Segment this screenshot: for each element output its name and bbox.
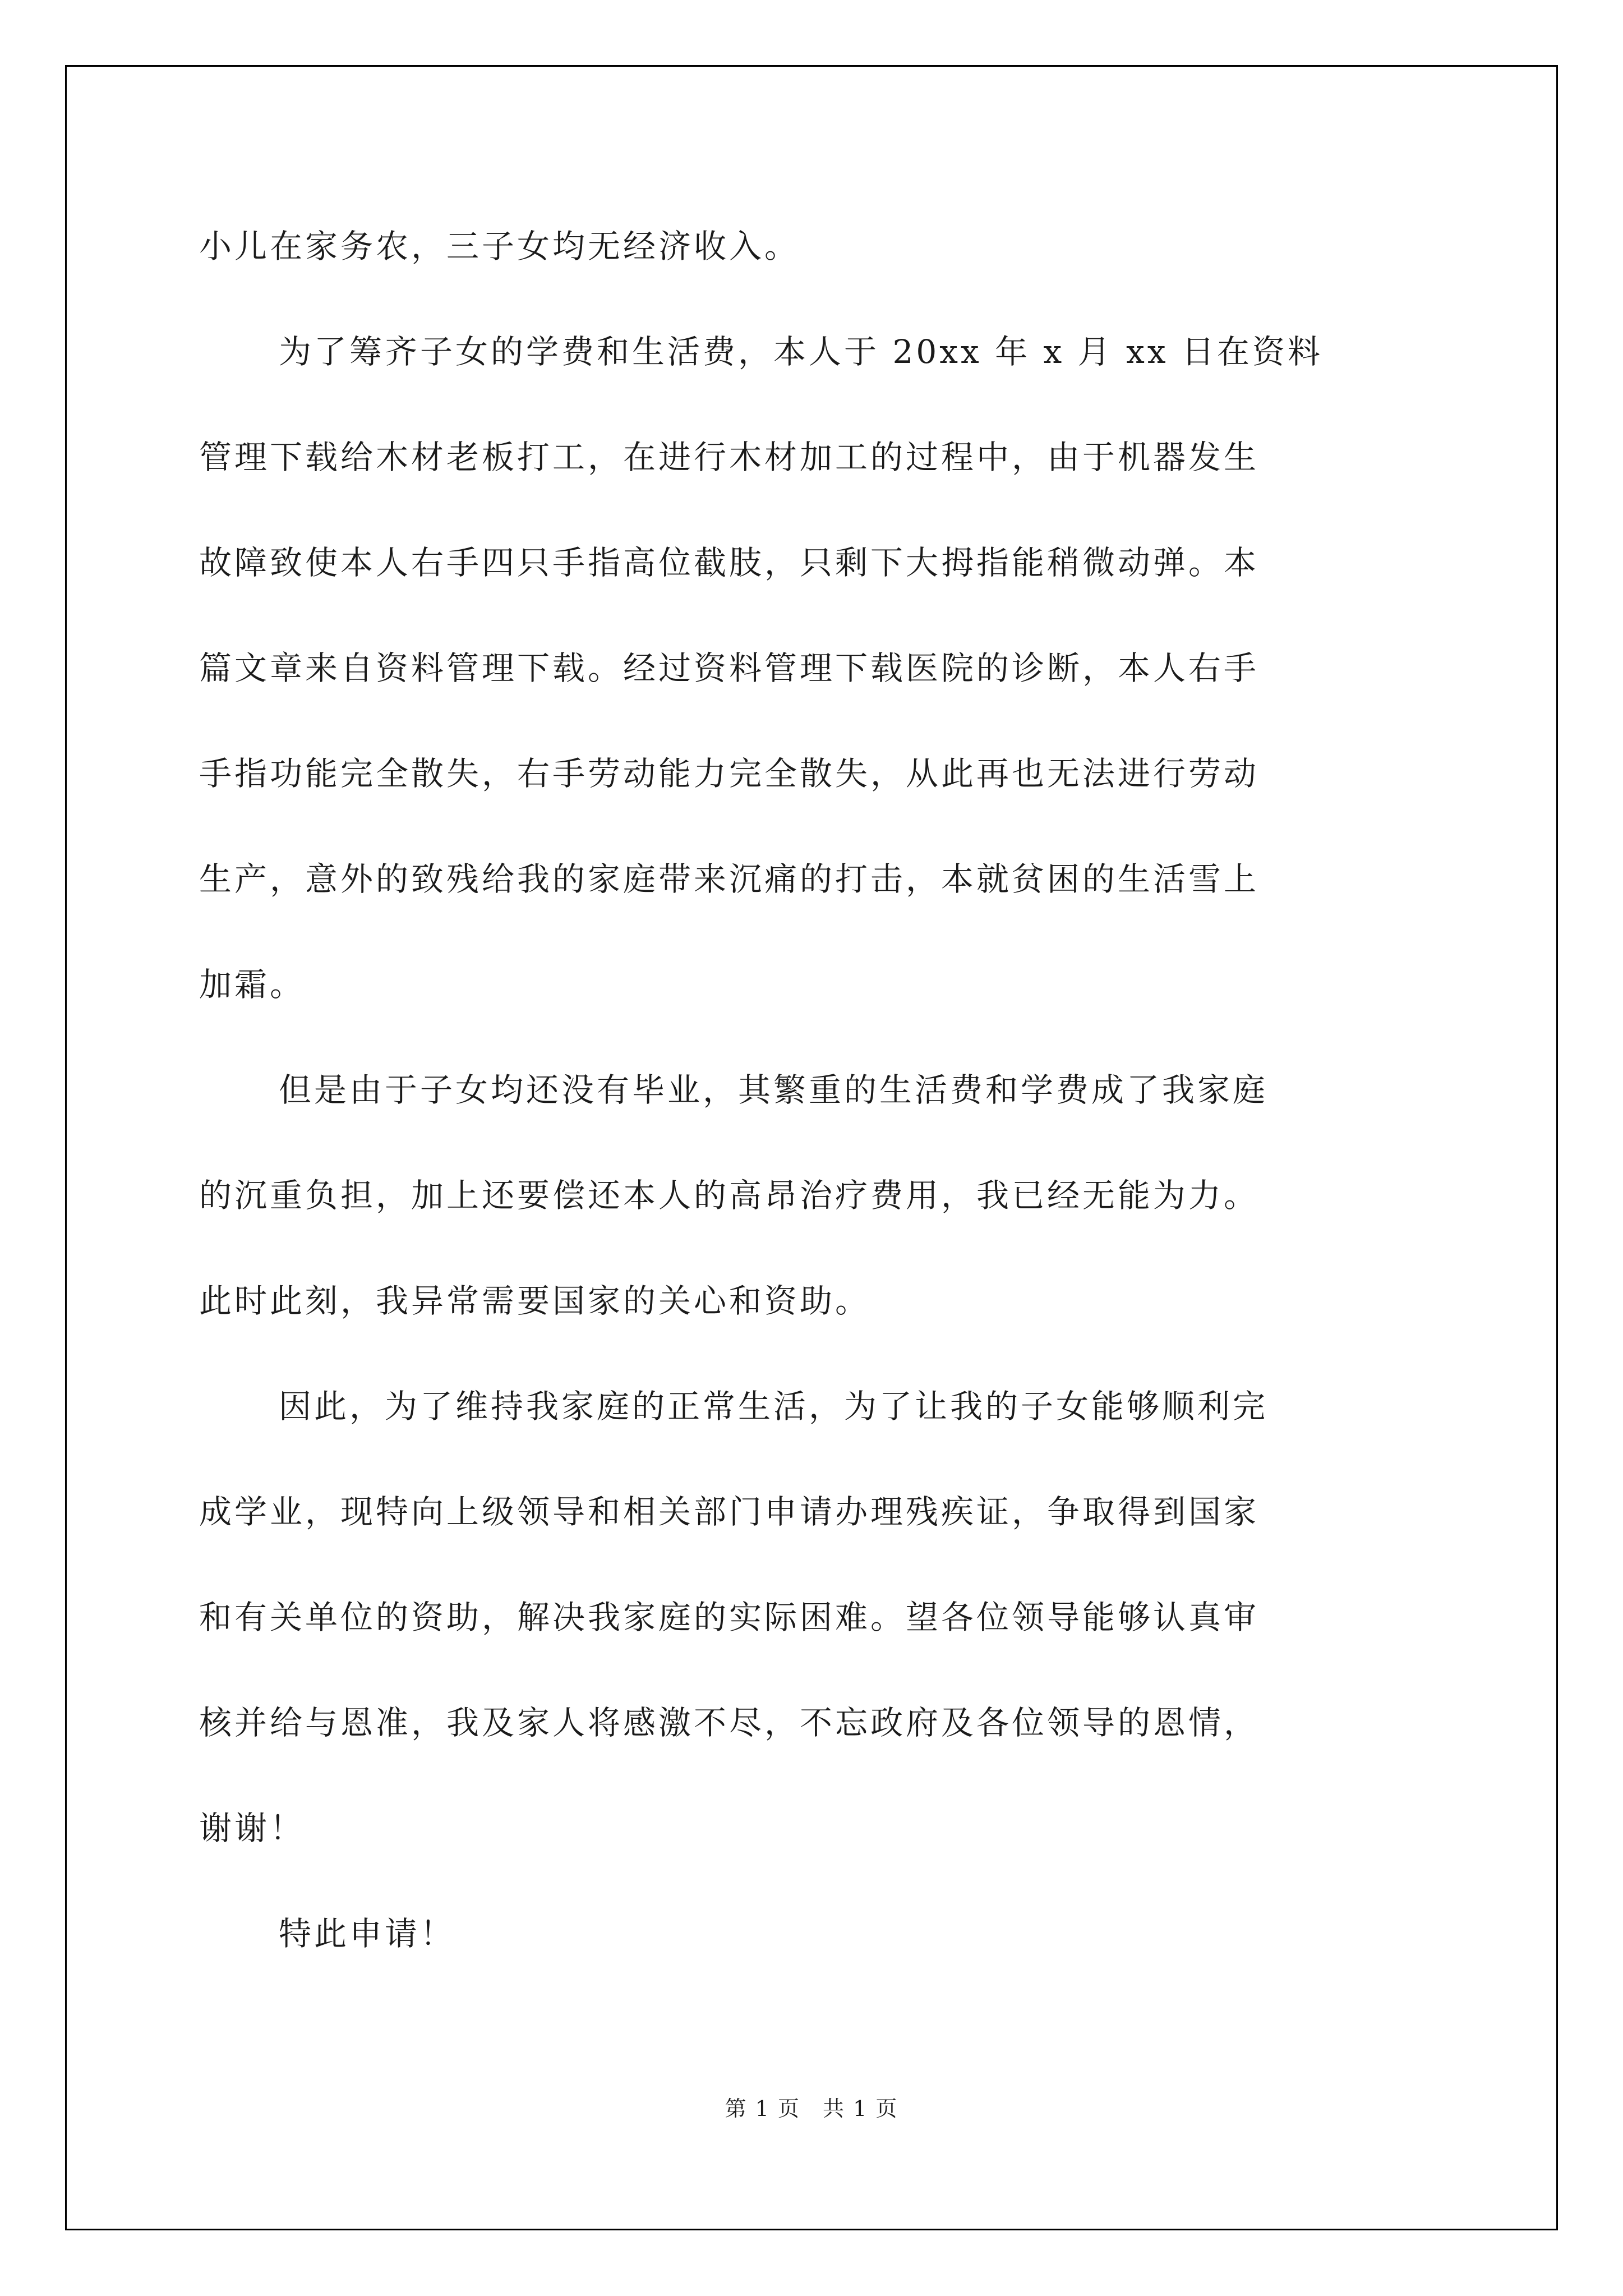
text-line: 小儿在家务农，三子女均无经济收入。 [199, 227, 800, 265]
text-line: 和有关单位的资助，解决我家庭的实际困难。望各位领导能够认真审 [199, 1598, 1260, 1636]
page-number-footer: 第 1 页 共 1 页 [725, 2096, 898, 2121]
text-line: 核并给与恩准，我及家人将感激不尽，不忘政府及各位领导的恩情， [199, 1704, 1260, 1742]
document-body [199, 194, 1433, 1986]
text-line: 谢谢！ [199, 1809, 306, 1847]
text-line: 篇文章来自资料管理下载。经过资料管理下载医院的诊断，本人右手 [199, 649, 1260, 687]
paragraph-request [199, 1354, 1433, 1881]
text-line: 加霜。 [199, 965, 306, 1004]
text-line: 此时此刻，我异常需要国家的关心和资助。 [199, 1282, 871, 1320]
text-line: 成学业，现特向上级领导和相关部门申请办理残疾证，争取得到国家 [199, 1493, 1260, 1531]
text-line: 管理下载给木材老板打工，在进行木材加工的过程中，由于机器发生 [199, 438, 1260, 476]
text-line: 故障致使本人右手四只手指高位截肢，只剩下大拇指能稍微动弹。本 [199, 544, 1260, 582]
paragraph-closing [199, 1881, 1433, 1986]
paragraph-continuation [199, 194, 1433, 299]
text-line: 手指功能完全散失，右手劳动能力完全散失，从此再也无法进行劳动 [199, 754, 1260, 793]
paragraph-injury-account [199, 299, 1433, 1037]
text-line: 的沉重负担，加上还要偿还本人的高昂治疗费用，我已经无能为力。 [199, 1176, 1260, 1214]
text-line: 为了筹齐子女的学费和生活费，本人于 20xx 年 x 月 xx 日在资料 [279, 333, 1323, 371]
paragraph-financial-burden [199, 1037, 1433, 1354]
text-line: 因此，为了维持我家庭的正常生活，为了让我的子女能够顺利完 [279, 1387, 1269, 1425]
text-line: 但是由于子女均还没有毕业，其繁重的生活费和学费成了我家庭 [279, 1071, 1269, 1109]
text-line: 生产，意外的致残给我的家庭带来沉痛的打击，本就贫困的生活雪上 [199, 860, 1260, 898]
text-line: 特此申请！ [279, 1915, 456, 1953]
